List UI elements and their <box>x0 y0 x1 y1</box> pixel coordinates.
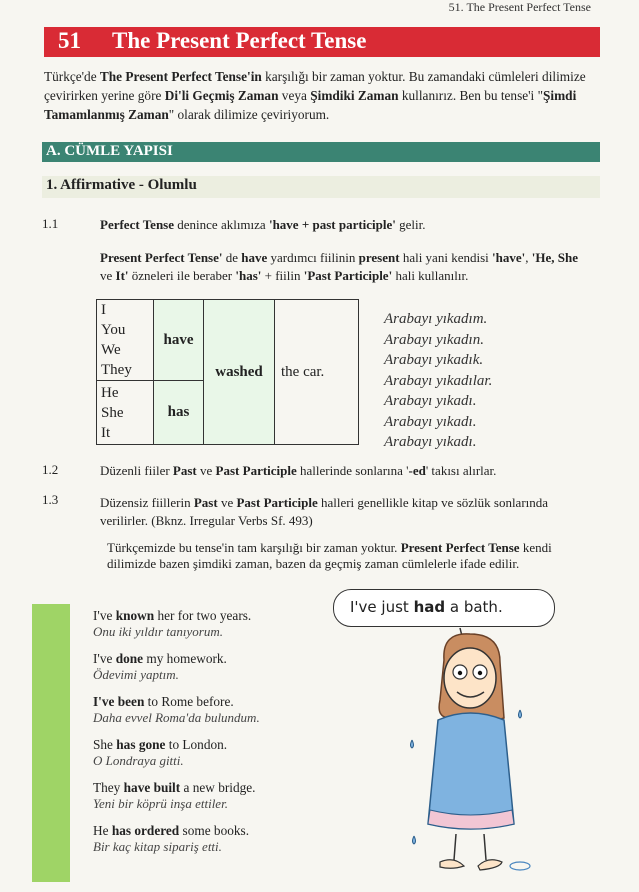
rule-text: Perfect Tense denince aklımıza 'have + past participle' gelir. <box>100 217 426 232</box>
example-item <box>93 608 333 640</box>
rule-number: 1.1 <box>42 216 59 231</box>
translation-line: Arabayı yıkadım. <box>384 311 488 327</box>
section-heading-bar <box>42 142 600 162</box>
example-english: He has ordered some books. <box>93 823 250 838</box>
example-item <box>93 780 333 812</box>
example-item <box>93 694 333 726</box>
intro-paragraph: Türkçe'de The Present Perfect Tense'in karşılığı bir zaman yoktur. Bu zamandaki cümleleri dilimize çevirirken yerine göre Di'li Geçmiş Zaman veya Şimdiki Zaman kullanırız. Ben bu tense'i "Şimdi Tamamlanmış Zaman" olarak dilimize çeviriyorum. <box>44 69 586 122</box>
example-turkish: Yeni bir köprü inşa ettiler. <box>93 796 228 811</box>
speech-bubble-text: I've just had a bath. <box>350 598 503 616</box>
example-item <box>93 823 333 855</box>
girl-in-towel-illustration <box>400 620 550 882</box>
translation-line: Arabayı yıkadın. <box>384 331 484 348</box>
note-paragraph: Türkçemizde bu tense'in tam karşılığı bir zaman yoktur. Present Perfect Tense kendi dilimizde bazen şimdiki zaman, bazen da geçmiş zaman cümlelerle ifade edilir. <box>107 540 552 571</box>
rule-number: 1.2 <box>42 462 59 477</box>
translation-list <box>384 309 492 453</box>
translation-line: Arabayı yıkadılar. <box>384 372 493 389</box>
rule-text: Düzenli fiiler Past ve Past Participle hallerinde sonlarına '-ed' takısı alırlar. <box>100 463 497 478</box>
subsection-heading: 1. Affirmative - Olumlu <box>46 177 197 193</box>
pronoun-cell: He She It <box>97 381 154 445</box>
verb-cell: washed <box>204 300 275 445</box>
example-english: I've known her for two years. <box>93 608 252 623</box>
section-heading: A. CÜMLE YAPISI <box>46 143 173 159</box>
example-english: She has gone to London. <box>93 737 228 752</box>
auxiliary-cell: has <box>154 381 204 445</box>
translation-line: Arabayı yıkadı. <box>384 434 477 450</box>
example-turkish: Bir kaç kitap sipariş etti. <box>93 839 222 854</box>
chapter-title-bar <box>44 27 600 57</box>
auxiliary-cell: have <box>154 300 204 381</box>
example-turkish: Ödevimi yaptım. <box>93 667 179 682</box>
example-turkish: Daha evvel Roma'da bulundum. <box>93 710 260 725</box>
translation-line: Arabayı yıkadı. <box>384 393 477 409</box>
example-turkish: O Londraya gitti. <box>93 753 184 768</box>
running-header: 51. The Present Perfect Tense <box>448 0 591 14</box>
rule-text: Present Perfect Tense' de have yardımcı fiilinin present hali yani kendisi 'have', 'He, She ve It' özneleri ile beraber 'has' + fiilin 'Past Participle' hali kullanılır. <box>100 250 578 283</box>
example-english: They have built a new bridge. <box>93 780 256 795</box>
example-item <box>93 737 333 769</box>
object-cell: the car. <box>275 300 359 445</box>
example-english: I've been to Rome before. <box>93 694 234 709</box>
chapter-title: The Present Perfect Tense <box>112 28 367 53</box>
translation-line: Arabayı yıkadı. <box>384 413 477 430</box>
example-english: I've done my homework. <box>93 651 227 666</box>
pronoun-cell: I You We They <box>97 300 154 381</box>
rule-text: Düzensiz fiillerin Past ve Past Participle halleri genellikle kitap ve sözlük sonlarında verilirler. (Bknz. Irregular Verbs Sf. 493) <box>100 495 549 528</box>
translation-line: Arabayı yıkadık. <box>384 352 484 368</box>
example-item <box>93 651 333 683</box>
chapter-number: 51 <box>58 28 81 53</box>
example-list <box>93 608 333 866</box>
conjugation-table <box>96 299 359 445</box>
decorative-strip <box>32 604 70 882</box>
subsection-heading-bar <box>42 176 600 198</box>
example-turkish: Onu iki yıldır tanıyorum. <box>93 624 223 639</box>
rule-number: 1.3 <box>42 492 59 507</box>
